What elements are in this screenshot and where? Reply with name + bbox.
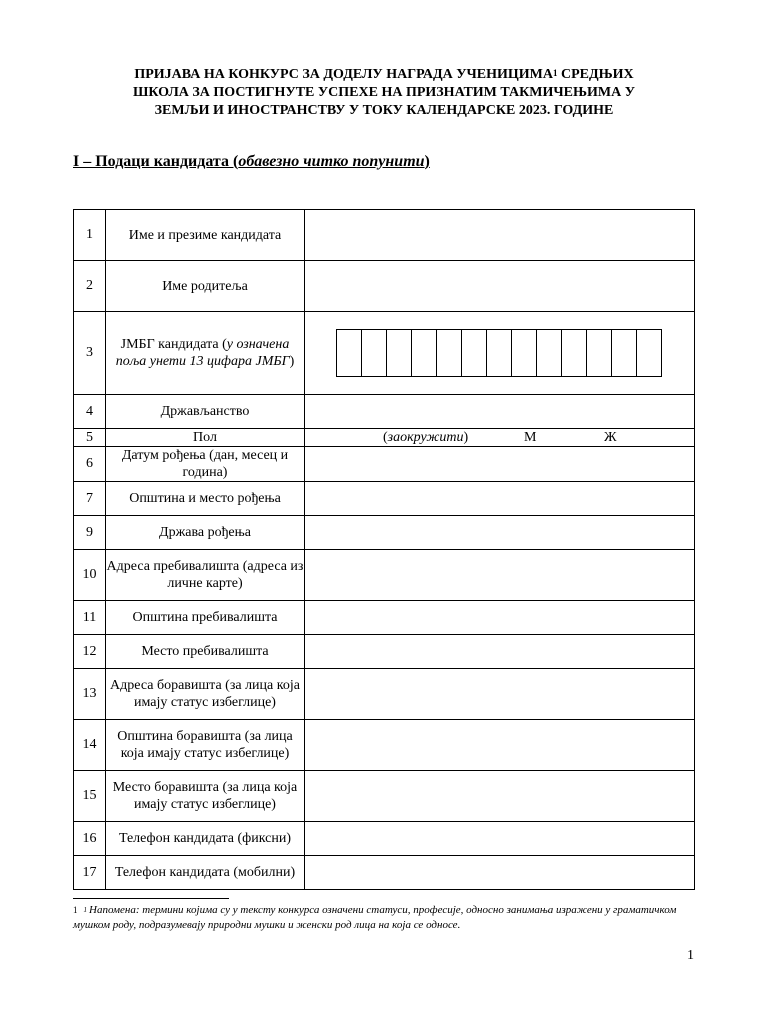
table-row <box>74 822 695 856</box>
row-number: 15 <box>74 771 106 822</box>
row-label: Адреса пребивалишта (адреса из личне карте) <box>106 550 305 601</box>
row-label: Место боравишта (за лица која имају статус избеглице) <box>106 771 305 822</box>
row-label: Име и презиме кандидата <box>106 210 305 261</box>
jmbg-digit-box[interactable] <box>562 329 587 377</box>
table-row <box>74 550 695 601</box>
full-name-field[interactable] <box>305 210 695 261</box>
title-line-2: ШКОЛА ЗА ПОСТИГНУТЕ УСПЕХЕ НА ПРИЗНАТИМ ТАКМИЧЕЊИМА У <box>132 85 636 100</box>
row-label: Име родитеља <box>106 261 305 312</box>
citizenship-field[interactable] <box>305 395 695 429</box>
gender-field <box>305 429 695 447</box>
footnote <box>73 903 713 933</box>
table-row <box>74 635 695 669</box>
table-row <box>74 395 695 429</box>
row-label: Телефон кандидата (мобилни) <box>106 856 305 890</box>
residence-place-field[interactable] <box>305 635 695 669</box>
row-number: 1 <box>74 210 106 261</box>
candidate-data-table <box>73 209 695 890</box>
stay-municipality-field[interactable] <box>305 720 695 771</box>
page-number: 1 <box>687 948 694 963</box>
jmbg-digit-box[interactable] <box>462 329 487 377</box>
parent-name-field[interactable] <box>305 261 695 312</box>
row-label: Држављанство <box>106 395 305 429</box>
table-row <box>74 720 695 771</box>
table-row <box>74 669 695 720</box>
row-number: 7 <box>74 482 106 516</box>
row-label: ЈМБГ кандидата (у означена поља унети 13 цифара ЈМБГ) <box>106 312 305 395</box>
residence-address-field[interactable] <box>305 550 695 601</box>
birth-date-field[interactable] <box>305 447 695 482</box>
row-number: 3 <box>74 312 106 395</box>
form-title <box>60 66 708 120</box>
jmbg-digit-box[interactable] <box>612 329 637 377</box>
table-row <box>74 429 695 447</box>
jmbg-field <box>305 312 695 395</box>
jmbg-digit-box[interactable] <box>512 329 537 377</box>
title-line-3: ЗЕМЉИ И ИНОСТРАНСТВУ У ТОКУ КАЛЕНДАРСКЕ 2023. ГОДИНЕ <box>154 103 614 118</box>
gender-option-male[interactable]: М <box>524 430 537 445</box>
title-line-1: ПРИЈАВА НА КОНКУРС ЗА ДОДЕЛУ НАГРАДА УЧЕНИЦИМА <box>134 67 553 82</box>
section-heading: I – Подаци кандидата (обавезно читко попунити) <box>73 153 430 170</box>
row-label: Датум рођења (дан, месец и година) <box>106 447 305 482</box>
row-number: 11 <box>74 601 106 635</box>
row-number: 10 <box>74 550 106 601</box>
row-number: 2 <box>74 261 106 312</box>
gender-instruction: (заокружити) <box>383 430 469 445</box>
row-number: 4 <box>74 395 106 429</box>
row-label: Општина и место рођења <box>106 482 305 516</box>
row-label: Пол <box>106 429 305 447</box>
birth-municipality-field[interactable] <box>305 482 695 516</box>
table-row <box>74 447 695 482</box>
stay-address-field[interactable] <box>305 669 695 720</box>
row-number: 12 <box>74 635 106 669</box>
footnote-text: Напомена: термини којима су у тексту конкурса означени статуси, професије, односно занимања изражени у граматичком мушком роду, подразумевају природни мушки и женски род лица на која се односе. <box>73 904 677 931</box>
jmbg-digit-box[interactable] <box>336 329 362 377</box>
row-number: 14 <box>74 720 106 771</box>
footnote-separator <box>73 898 229 899</box>
row-number: 13 <box>74 669 106 720</box>
table-row <box>74 601 695 635</box>
jmbg-digit-box[interactable] <box>537 329 562 377</box>
landline-phone-field[interactable] <box>305 822 695 856</box>
row-number: 9 <box>74 516 106 550</box>
footnote-ref: 1 <box>553 68 558 78</box>
table-row <box>74 261 695 312</box>
jmbg-digit-box[interactable] <box>637 329 662 377</box>
jmbg-digit-box[interactable] <box>412 329 437 377</box>
mobile-phone-field[interactable] <box>305 856 695 890</box>
row-label: Адреса боравишта (за лица која имају статус избеглице) <box>106 669 305 720</box>
title-line-1-end: СРЕДЊИХ <box>557 67 634 82</box>
stay-place-field[interactable] <box>305 771 695 822</box>
row-number: 17 <box>74 856 106 890</box>
table-row <box>74 210 695 261</box>
table-row <box>74 771 695 822</box>
residence-municipality-field[interactable] <box>305 601 695 635</box>
row-label: Држава рођења <box>106 516 305 550</box>
row-number: 16 <box>74 822 106 856</box>
jmbg-digit-boxes <box>336 329 662 377</box>
jmbg-digit-box[interactable] <box>437 329 462 377</box>
jmbg-digit-box[interactable] <box>362 329 387 377</box>
row-label: Општина пребивалишта <box>106 601 305 635</box>
jmbg-digit-box[interactable] <box>587 329 612 377</box>
jmbg-digit-box[interactable] <box>487 329 512 377</box>
row-label: Место пребивалишта <box>106 635 305 669</box>
table-row <box>74 312 695 395</box>
row-label: Телефон кандидата (фиксни) <box>106 822 305 856</box>
row-number: 6 <box>74 447 106 482</box>
birth-country-field[interactable] <box>305 516 695 550</box>
footnote-mark-small: 1 <box>83 906 87 914</box>
row-label: Општина боравишта (за лица која имају статус избеглице) <box>106 720 305 771</box>
table-row <box>74 482 695 516</box>
row-number: 5 <box>74 429 106 447</box>
gender-option-female[interactable]: Ж <box>604 430 617 445</box>
table-row <box>74 516 695 550</box>
table-row <box>74 856 695 890</box>
footnote-mark: 1 <box>73 905 78 915</box>
jmbg-digit-box[interactable] <box>387 329 412 377</box>
